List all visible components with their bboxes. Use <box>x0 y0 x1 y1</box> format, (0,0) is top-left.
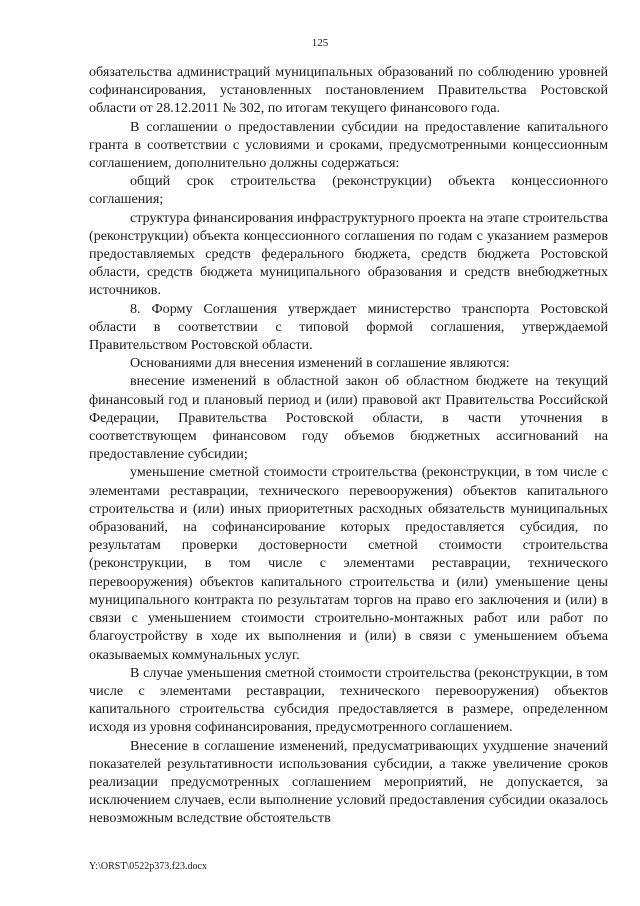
document-body <box>89 63 608 828</box>
paragraph-indicator-changes: Внесение в соглашение изменений, предусматривающих ухудшение значений показателей результативности использования субсидии, а также увеличение сроков реализации предусмотренных соглашением мероприятий, не допускается, за исключением случаев, если выполнение условий предоставления субсидии оказалось невозможным вследствие обстоятельств <box>89 737 608 827</box>
paragraph-item-8: 8. Форму Соглашения утверждает министерство транспорта Ростовской области в соответствии с типовой формой соглашения, утверждаемой Правительством Ростовской области. <box>89 300 608 354</box>
page-number: 125 <box>311 37 329 49</box>
paragraph-budget-law-changes: внесение изменений в областной закон об областном бюджете на текущий финансовый год и плановый период и (или) правовой акт Правительства Российской Федерации, Правительства Ростовской области, в части уточнения в соответствующем финансовом году объемов бюджетных ассигнований на предоставление субсидии; <box>89 373 608 463</box>
paragraph-continuation: обязательства администраций муниципальных образований по соблюдению уровней софинансирования, установленных постановлением Правительства Ростовской области от 28.12.2011 № 302, по итогам текущего финансового года. <box>89 64 608 117</box>
footer-file-path: Y:\ORST\0522p373.f23.docx <box>89 861 207 872</box>
paragraph-concession-subsidy: В соглашении о предоставлении субсидии на предоставление капитального гранта в соответствии с условиями и сроками, предусмотренными концессионным соглашением, дополнительно должны содержаться: <box>89 118 608 172</box>
paragraph-cost-reduction-case: В случае уменьшения сметной стоимости строительства (реконструкции, в том числе с элементами реставрации, технического перевооружения) объектов капитального строительства субсидия предоставляется в размере, определенном исходя из уровня софинансирования, предусмотренного соглашением. <box>89 664 608 736</box>
paragraph-cost-reduction: уменьшение сметной стоимости строительства (реконструкции, в том числе с элементами реставрации, технического перевооружения) объектов капитального строительства и (или) иных приоритетных расходных обязательств муниципальных образований, на софинансирование которых предоставляется субсидия, по результатам проверки достоверности сметной стоимости строительства (реконструкции, в том числе с элементами реставрации, технического перевооружения) объектов капитального строительства и (или) уменьшение цены муниципального контракта по результатам торгов на право его заключения и (или) в связи с уменьшением стоимости строительно-монтажных работ или работ по благоустройству в ходе их выполнения и (или) в связи с уменьшением объема оказываемых коммунальных услуг. <box>89 464 608 663</box>
paragraph-construction-term: общий срок строительства (реконструкции) объекта концессионного соглашения; <box>89 173 608 208</box>
paragraph-grounds-for-changes: Основаниями для внесения изменений в соглашение являются: <box>130 355 510 372</box>
paragraph-financing-structure: структура финансирования инфраструктурного проекта на этапе строительства (реконструкции) объекта концессионного соглашения по годам с указанием размеров предоставляемых средств федерального бюджета, средств бюджета Ростовской области, средств бюджета муниципального образования и средств внебюджетных источников. <box>89 209 608 299</box>
